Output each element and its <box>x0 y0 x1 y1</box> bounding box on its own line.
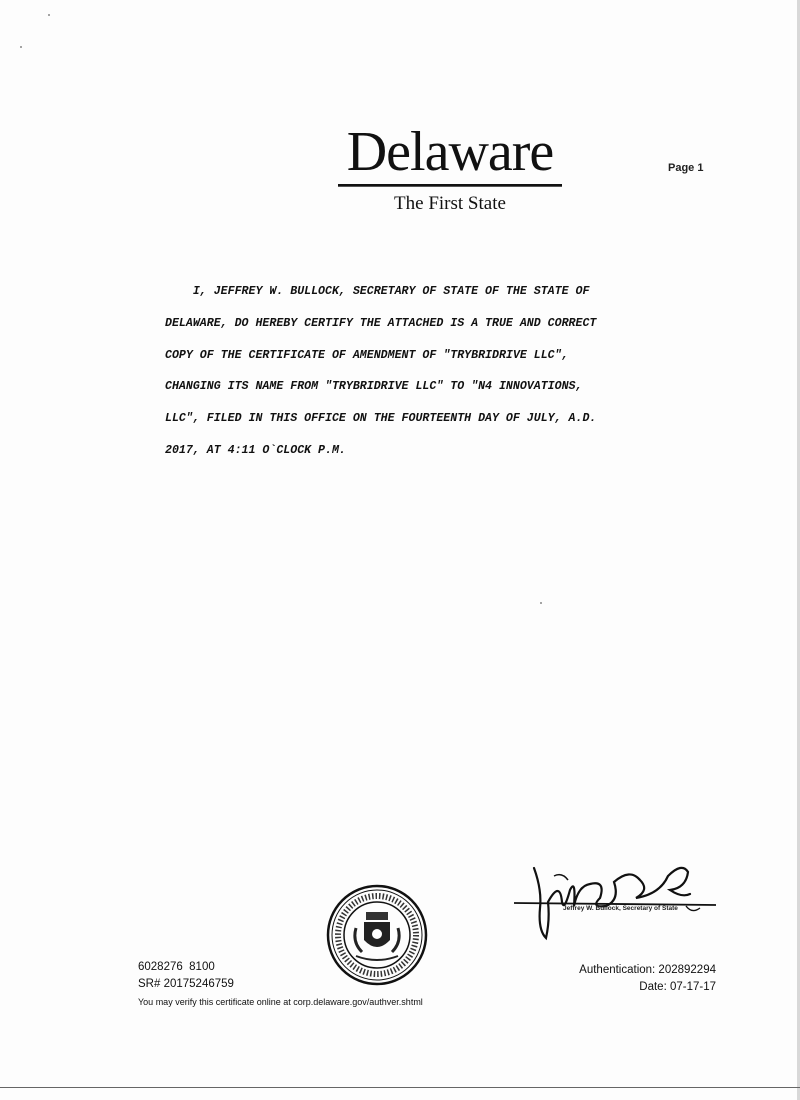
scan-speck <box>540 602 542 604</box>
certification-line: 2017, AT 4:11 O`CLOCK P.M. <box>165 443 346 457</box>
certification-line: LLC", FILED IN THIS OFFICE ON THE FOURTEENTH DAY OF JULY, A.D. <box>165 412 597 426</box>
certification-text <box>165 276 670 467</box>
state-name: Delaware <box>346 121 554 183</box>
signature-caption: Jeffrey W. Bullock, Secretary of State <box>563 905 678 912</box>
signature-image <box>510 850 720 945</box>
file-number: 6028276 8100 <box>138 961 215 973</box>
state-motto: The First State <box>394 193 506 214</box>
scan-speck <box>20 46 22 48</box>
certification-line: CHANGING ITS NAME FROM "TRYBRIDRIVE LLC" TO "N4 INNOVATIONS, <box>165 380 583 394</box>
page-number: Page 1 <box>668 162 704 174</box>
file-numbers <box>138 959 234 993</box>
scan-speck <box>48 14 50 16</box>
certification-line: COPY OF THE CERTIFICATE OF AMENDMENT OF "TRYBRIDRIVE LLC", <box>165 348 569 362</box>
page-bottom-edge <box>0 1087 800 1088</box>
authentication-block <box>579 962 716 996</box>
certification-line: I, JEFFREY W. BULLOCK, SECRETARY OF STATE OF THE STATE OF <box>165 285 590 298</box>
verification-note: You may verify this certificate online at corp.delaware.gov/authver.shtml <box>138 997 423 1007</box>
title-underline <box>338 184 562 187</box>
certificate-date: Date: 07-17-17 <box>639 981 716 993</box>
state-seal-icon <box>326 884 428 986</box>
service-request-number: SR# 20175246759 <box>138 978 234 990</box>
authentication-number: Authentication: 202892294 <box>579 964 716 976</box>
letterhead <box>300 122 600 215</box>
certification-line: DELAWARE, DO HEREBY CERTIFY THE ATTACHED IS A TRUE AND CORRECT <box>165 316 597 330</box>
